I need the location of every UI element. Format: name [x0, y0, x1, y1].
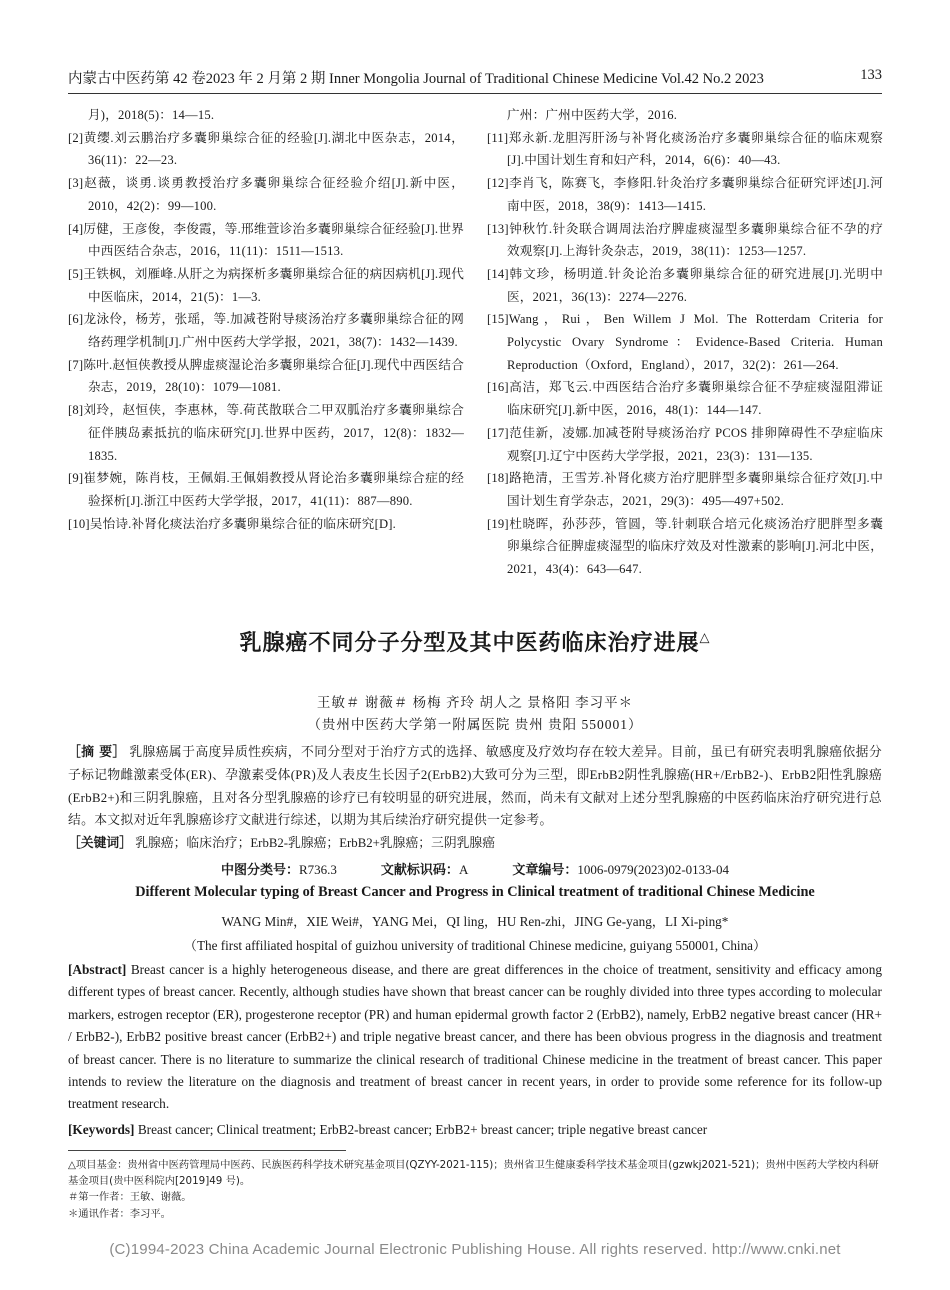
footnote-first-author: ＃第一作者：王敏、谢薇。 [68, 1191, 192, 1204]
reference-entry: [13]钟秋竹.针灸联合调周法治疗脾虚痰湿型多囊卵巢综合征不孕的疗效观察[J].上海针灸杂志，2019，38(11)：1253—1257. [487, 221, 883, 259]
reference-entry: [8]刘玲，赵恒侠，李惠林，等.荷芪散联合二甲双胍治疗多囊卵巢综合征伴胰岛素抵抗的临床研究[J].世界中医药，2017，12(8)：1832—1835. [68, 403, 464, 463]
reference-entry: [14]韩文珍，杨明道.针灸论治多囊卵巢综合征的研究进展[J].光明中医，2021，36(13)：2274—2276. [487, 266, 883, 304]
footnotes [68, 1157, 882, 1222]
footnote-rule [68, 1150, 346, 1151]
journal-name-cn: 内蒙古中医药第 42 卷2023 年 2 月第 2 期 [68, 71, 326, 87]
keywords-text-en: Breast cancer; Clinical treatment; ErbB2-breast cancer; ErbB2+ breast cancer; triple negative breast cancer [137, 1122, 708, 1137]
reference-entry: [15]Wang，Rui，Ben Willem J Mol. The Rotterdam Criteria for Polycystic Ovary Syndrome：Evidence-Based Criteria. Human Reproduction（Oxford，England），2017，32(2)：261—264. [487, 312, 883, 372]
reference-entry: [9]崔梦婉，陈肖枝，王佩娟.王佩娟教授从肾论治多囊卵巢综合症的经验探析[J].浙江中医药大学学报，2017，41(11)：887—890. [68, 471, 464, 508]
article-title-cn [0, 626, 950, 657]
copyright-watermark: (C)1994-2023 China Academic Journal Electronic Publishing House. All rights reserved. http://www.cnki.net [109, 1241, 841, 1258]
authors-en: WANG Min#，XIE Wei#，YANG Mei，QI ling，HU Ren-zhi，JING Ge-yang，LI Xi-ping* [221, 914, 729, 929]
running-head [68, 67, 882, 93]
references-left-column [68, 104, 464, 535]
reference-entry: [2]黄缨.刘云鹏治疗多囊卵巢综合征的经验[J].湖北中医杂志，2014，36(11)：22—23. [68, 130, 464, 168]
reference-entry: [10]吴怡诗.补肾化痰法治疗多囊卵巢综合征的临床研究[D]. [68, 516, 397, 531]
keywords-text-cn: 乳腺癌；临床治疗；ErbB2-乳腺癌；ErbB2+乳腺癌；三阴乳腺癌 [135, 836, 496, 850]
article-title-text: 乳腺癌不同分子分型及其中医药临床治疗进展 [239, 631, 700, 656]
footnote-corresponding-author: ＊通讯作者：李习平。 [68, 1207, 171, 1220]
affiliation-cn: （贵州中医药大学第一附属医院 贵州 贵阳 550001） [307, 717, 643, 732]
abstract-cn [68, 741, 882, 831]
journal-name-en: Inner Mongolia Journal of Traditional Chinese Medicine Vol.42 No.2 2023 [329, 71, 764, 87]
reference-entry: [7]陈叶.赵恒侠教授从脾虚痰湿论治多囊卵巢综合征[J].现代中西医结合杂志，2019，28(10)：1079—1081. [68, 357, 464, 395]
reference-entry: [6]龙泳伶，杨芳，张瑶，等.加减苍附导痰汤治疗多囊卵巢综合征的网络药理学机制[J].广州中医药大学学报，2021，38(7)：1432—1439. [68, 312, 464, 350]
abstract-en [68, 959, 882, 1116]
authors-cn: 王敏＃ 谢薇＃ 杨梅 齐玲 胡人之 景格阳 李习平＊ [316, 695, 634, 710]
reference-entry: [5]王铁枫，刘雁峰.从肝之为病探析多囊卵巢综合征的病因病机[J].现代中医临床，2014，21(5)：1—3. [68, 266, 464, 304]
keywords-cn [68, 832, 882, 855]
keywords-en [68, 1119, 882, 1141]
reference-entry: [4]厉健，王彦俊，李俊霞，等.邢维萱诊治多囊卵巢综合征经验[J].世界中西医结合杂志，2016，11(11)：1511—1513. [68, 221, 464, 259]
abstract-text-cn: 乳腺癌属于高度异质性疾病，不同分型对于治疗方式的选择、敏感度及疗效均存在较大差异。目前，虽已有研究表明乳腺癌依据分子标记物雌激素受体(ER)、孕激素受体(PR)及人表皮生长因子2(ErbB2)大致可分为三型，即ErbB2阴性乳腺癌(HR+/ErbB2-)、ErbB2阳性乳腺癌(ErbB2+)和三阴乳腺癌，且对各分型乳腺癌的诊疗已有较明显的研究进展，然而，尚未有文献对上述分型乳腺癌的中医药临床治疗研究进行总结。本文拟对近年乳腺癌诊疗文献进行综述，以期为其后续治疗研究提供一定参考。 [68, 745, 882, 827]
abstract-text-en: Breast cancer is a highly heterogeneous disease, and there are great differences in the choice of treatment, sensitivity and efficacy among different types of breast cancer. Recently, although studies have shown that breast cancer can be roughly divided into three types according to molecular markers, estrogen receptor (ER), progesterone receptor (PR) and human epidermal growth factor 2 (ErbB2), namely, ErbB2 negative breast cancer (HR+ / ErbB2-), ErbB2 positive breast cancer (ErbB2+) and triple negative breast cancer, and there has been obvious progress in the diagnosis and treatment of breast cancer. There is no literature to summarize the clinical research of traditional Chinese medicine in the treatment of breast cancer. This paper intends to review the literature on the diagnosis and treatment of breast cancer in recent years, in order to provide some reference for its follow-up treatment research. [68, 962, 882, 1112]
funding-mark: △ [699, 630, 711, 646]
keywords-label-cn: ［关键词］ [68, 836, 132, 851]
reference-entry: [11]郑永新.龙胆泻肝汤与补肾化痰汤治疗多囊卵巢综合征的临床观察[J].中国计划生育和妇产科，2014，6(6)：40—43. [487, 130, 883, 168]
abstract-label-en: [Abstract] [68, 962, 127, 977]
classification-line [0, 859, 950, 878]
clc-label: 中图分类号： [220, 863, 299, 878]
article-title-en: Different Molecular typing of Breast Cancer and Progress in Clinical treatment of traditional Chinese Medicine [135, 884, 815, 900]
reference-entry: [3]赵薇，谈勇.谈勇教授治疗多囊卵巢综合征经验介绍[J].新中医，2010，42(2)：99—100. [68, 176, 464, 213]
affiliation-en: （The first affiliated hospital of guizhou university of traditional Chinese medicine, guiyang 550001, China） [183, 938, 767, 953]
reference-entry: [18]路艳清，王雪芳.补肾化痰方治疗肥胖型多囊卵巢综合征疗效[J].中国计划生育学杂志，2021，29(3)：495—497+502. [487, 471, 883, 508]
running-head-journal [68, 67, 764, 88]
reference-entry: [16]高洁，郑飞云.中西医结合治疗多囊卵巢综合征不孕症痰湿阻滞证临床研究[J].新中医，2016，48(1)：144—147. [487, 380, 883, 418]
article-no-label: 文章编号： [512, 863, 578, 878]
doc-code-label: 文献标识码： [380, 863, 459, 878]
references-right-column [487, 104, 883, 581]
reference-entry: [19]杜晓晖，孙莎莎，管圆，等.针刺联合培元化痰汤治疗肥胖型多囊卵巢综合征脾虚痰湿型的临床疗效及对性激素的影响[J].河北中医，2021，43(4)：643—647. [487, 516, 883, 577]
footnote-funding: △项目基金：贵州省中医药管理局中医药、民族医药科学技术研究基金项目(QZYY-2021-115)；贵州省卫生健康委科学技术基金项目(gzwkj2021-521)；贵州中医药大学校内科研基金项目(贵中医科院内[2019]49 号)。 [68, 1159, 879, 1188]
clc-value: R736.3 [299, 862, 337, 877]
reference-entry: 月)，2018(5)：14—15. [88, 108, 215, 122]
page-number: 133 [860, 67, 882, 83]
reference-entry: [12]李肖飞，陈赛飞，李修阳.针灸治疗多囊卵巢综合征研究评述[J].河南中医，2018，38(9)：1413—1415. [487, 176, 883, 213]
article-no-value: 1006-0979(2023)02-0133-04 [577, 862, 729, 877]
reference-entry: 广州：广州中医药大学，2016. [507, 108, 678, 122]
abstract-label-cn: ［摘 要］ [68, 745, 126, 760]
reference-entry: [17]范佳新，凌娜.加减苍附导痰汤治疗 PCOS 排卵障碍性不孕症临床观察[J].辽宁中医药大学学报，2021，23(3)：131—135. [487, 425, 883, 463]
header-rule [68, 93, 882, 94]
keywords-label-en: [Keywords] [68, 1122, 135, 1137]
doc-code-value: A [458, 862, 469, 877]
